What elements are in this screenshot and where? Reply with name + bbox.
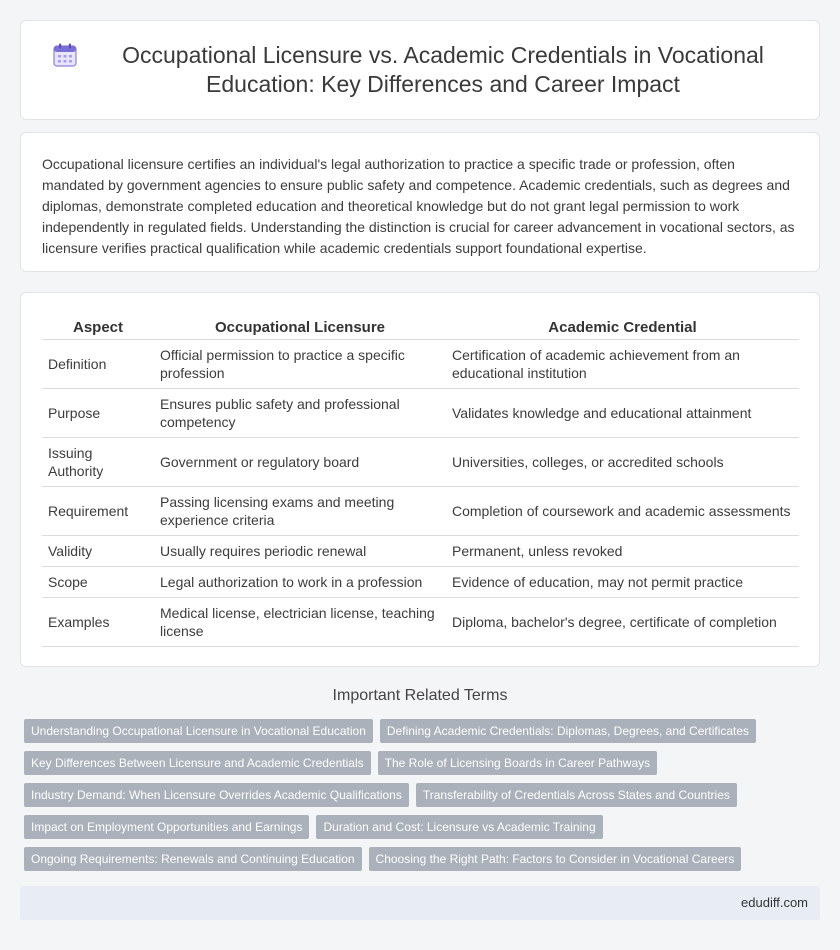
cell-academic: Evidence of education, may not permit practice	[446, 567, 799, 598]
cell-aspect: Examples	[42, 598, 154, 647]
cell-licensure: Passing licensing exams and meeting experience criteria	[154, 487, 446, 536]
comparison-table	[42, 315, 799, 647]
tag-row	[24, 751, 824, 775]
header-academic: Academic Credential	[446, 315, 799, 340]
table-row	[42, 438, 799, 487]
cell-academic: Diploma, bachelor's degree, certificate of completion	[446, 598, 799, 647]
footer-site[interactable]: edudiff.com	[741, 895, 808, 910]
cell-academic: Universities, colleges, or accredited schools	[446, 438, 799, 487]
header-licensure: Occupational Licensure	[154, 315, 446, 340]
table-row	[42, 536, 799, 567]
tag-row	[24, 847, 824, 871]
cell-licensure: Government or regulatory board	[154, 438, 446, 487]
tag-row	[24, 783, 824, 807]
cell-licensure: Legal authorization to work in a profession	[154, 567, 446, 598]
table-row	[42, 567, 799, 598]
related-term-tag[interactable]: Choosing the Right Path: Factors to Consider in Vocational Careers	[369, 847, 742, 871]
cell-academic: Certification of academic achievement from an educational institution	[446, 340, 799, 389]
related-terms-list	[24, 719, 824, 879]
cell-aspect: Purpose	[42, 389, 154, 438]
cell-academic: Permanent, unless revoked	[446, 536, 799, 567]
tag-row	[24, 719, 824, 743]
related-term-tag[interactable]: Duration and Cost: Licensure vs Academic Training	[316, 815, 602, 839]
intro-paragraph: Occupational licensure certifies an individual's legal authorization to practice a specific trade or profession, often mandated by government agencies to ensure public safety and competence. Academic credentials, such as degrees and diplomas, demonstrate completed education and theoretical knowledge but do not grant legal permission to work independently in regulated fields. Understanding the distinction is crucial for career advancement in vocational sectors, as licensure verifies practical qualification while academic credentials support foundational expertise.	[42, 156, 795, 256]
table-row	[42, 340, 799, 389]
footer	[20, 886, 820, 920]
related-term-tag[interactable]: Impact on Employment Opportunities and Earnings	[24, 815, 309, 839]
related-term-tag[interactable]: Understanding Occupational Licensure in Vocational Education	[24, 719, 373, 743]
page-title: Occupational Licensure vs. Academic Credentials in Vocational Education: Key Differences and Career Impact	[122, 42, 764, 97]
table-row	[42, 487, 799, 536]
tag-row	[24, 815, 824, 839]
cell-licensure: Official permission to practice a specific profession	[154, 340, 446, 389]
cell-aspect: Issuing Authority	[42, 438, 154, 487]
related-term-tag[interactable]: Defining Academic Credentials: Diplomas, Degrees, and Certificates	[380, 719, 756, 743]
cell-aspect: Validity	[42, 536, 154, 567]
calendar-icon	[52, 42, 78, 68]
table-row	[42, 598, 799, 647]
cell-licensure: Medical license, electrician license, teaching license	[154, 598, 446, 647]
related-term-tag[interactable]: Ongoing Requirements: Renewals and Continuing Education	[24, 847, 362, 871]
cell-licensure: Usually requires periodic renewal	[154, 536, 446, 567]
cell-licensure: Ensures public safety and professional competency	[154, 389, 446, 438]
cell-academic: Completion of coursework and academic assessments	[446, 487, 799, 536]
header-card	[20, 20, 820, 120]
comparison-card	[20, 292, 820, 667]
intro-card	[20, 132, 820, 272]
cell-aspect: Definition	[42, 340, 154, 389]
related-term-tag[interactable]: Transferability of Credentials Across States and Countries	[416, 783, 737, 807]
related-term-tag[interactable]: The Role of Licensing Boards in Career Pathways	[378, 751, 657, 775]
cell-academic: Validates knowledge and educational attainment	[446, 389, 799, 438]
related-term-tag[interactable]: Key Differences Between Licensure and Academic Credentials	[24, 751, 371, 775]
related-terms-title: Important Related Terms	[332, 687, 508, 704]
table-header-row	[42, 315, 799, 340]
cell-aspect: Requirement	[42, 487, 154, 536]
related-term-tag[interactable]: Industry Demand: When Licensure Overrides Academic Qualifications	[24, 783, 409, 807]
cell-aspect: Scope	[42, 567, 154, 598]
header-aspect: Aspect	[42, 315, 154, 340]
table-row	[42, 389, 799, 438]
